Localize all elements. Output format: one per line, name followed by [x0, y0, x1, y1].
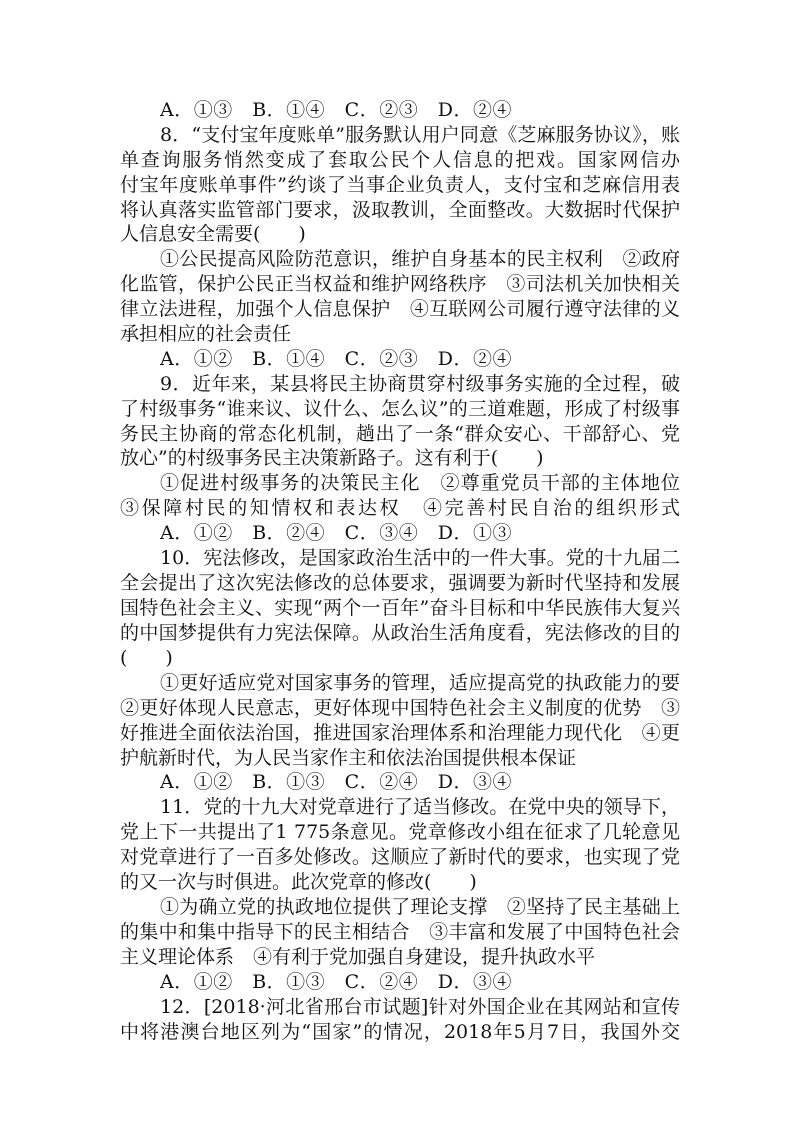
q10-statements-line: ②更好体现人民意志，更好体现中国特色社会主义制度的优势 ③	[120, 697, 680, 719]
q11-statements-line: ①为确立党的执政地位提供了理论支撑 ②坚持了民主基础上	[160, 896, 680, 918]
q8-stem-line: 单查询服务悄然变成了套取公民个人信息的把戏。国家网信办	[120, 149, 680, 171]
q8-stem-line: 将认真落实监管部门要求，汲取教训，全面整改。大数据时代保护	[120, 199, 680, 221]
q11-stem-line: 对党章进行了一百多处修改。这顺应了新时代的要求，也实现了党	[120, 846, 680, 868]
q10-stem-line: ( )	[120, 647, 173, 669]
q12-stem-line: 12．[2018·河北省邢台市试题]针对外国企业在其网站和宣传	[160, 996, 680, 1018]
q11-stem-line: 党上下一共提出了1 775条意见。党章修改小组在征求了几轮意见	[120, 821, 680, 843]
q10-options: A．①② B．①③ C．②④ D．③④	[160, 771, 512, 793]
q9-stem-line: 放心”的村级事务民主决策新路子。这有利于( )	[120, 447, 544, 469]
q10-statements-line: 好推进全面依法治国，推进国家治理体系和治理能力现代化 ④更	[120, 722, 680, 744]
q11-stem-line: 11．党的十九大对党章进行了适当修改。在党中央的领导下，	[160, 796, 680, 818]
q11-options: A．①② B．①③ C．②④ D．③④	[160, 971, 512, 993]
q11-statements-line: 的集中和集中指导下的民主相结合 ③丰富和发展了中国特色社会	[120, 921, 680, 943]
q9-stem-line: 了村级事务“谁来议、议什么、怎么议”的三道难题，形成了村级事	[120, 398, 680, 420]
q10-stem-line: 国特色社会主义、实现“两个一百年”奋斗目标和中华民族伟大复兴	[120, 597, 680, 619]
q9-stem-line: 9．近年来，某县将民主协商贯穿村级事务实施的全过程，破	[160, 373, 680, 395]
q9-stem-line: 务民主协商的常态化机制，趟出了一条“群众安心、干部舒心、党	[120, 423, 680, 445]
q8-statements-line: 律立法进程，加强个人信息保护 ④互联网公司履行遵守法律的义	[120, 298, 680, 320]
q10-statements-line: 护航新时代，为人民当家作主和依法治国提供根本保证	[120, 747, 577, 769]
q7-options: A．①③ B．①④ C．②③ D．②④	[160, 99, 512, 121]
q8-statements-line: 化监管，保护公民正当权益和维护网络秩序 ③司法机关加快相关	[120, 273, 680, 295]
q8-statements-line: ①公民提高风险防范意识，维护自身基本的民主权利 ②政府	[160, 248, 680, 270]
q10-stem-line: 10．宪法修改，是国家政治生活中的一件大事。党的十九届二	[160, 547, 680, 569]
q11-statements-line: 主义理论体系 ④有利于党加强自身建设，提升执政水平	[120, 946, 596, 968]
q8-statements-line: 承担相应的社会责任	[120, 323, 292, 345]
q8-stem-line: 8．“支付宝年度账单”服务默认用户同意《芝麻服务协议》，账	[160, 124, 680, 146]
q12-stem-line: 中将港澳台地区列为“国家”的情况，2018年5月7日，我国外交	[120, 1021, 680, 1043]
q11-stem-line: 的又一次与时俱进。此次党章的修改( )	[120, 871, 477, 893]
q9-options: A．①② B．②④ C．③④ D．①③	[160, 522, 512, 544]
q8-stem-line: 人信息安全需要( )	[120, 223, 306, 245]
q8-options: A．①② B．①④ C．②③ D．②④	[160, 348, 512, 370]
q9-statements-line: ①促进村级事务的决策民主化 ②尊重党员干部的主体地位	[160, 472, 680, 494]
q10-statements-line: ①更好适应党对国家事务的管理，适应提高党的执政能力的要	[160, 672, 680, 694]
q10-stem-line: 全会提出了这次宪法修改的总体要求，强调要为新时代坚持和发展	[120, 572, 680, 594]
q10-stem-line: 的中国梦提供有力宪法保障。从政治生活角度看，宪法修改的目的	[120, 622, 680, 644]
q9-statements-line: ③保障村民的知情权和表达权 ④完善村民自治的组织形式	[120, 497, 680, 519]
q8-stem-line: 付宝年度账单事件”约谈了当事企业负责人，支付宝和芝麻信用表	[120, 174, 680, 196]
